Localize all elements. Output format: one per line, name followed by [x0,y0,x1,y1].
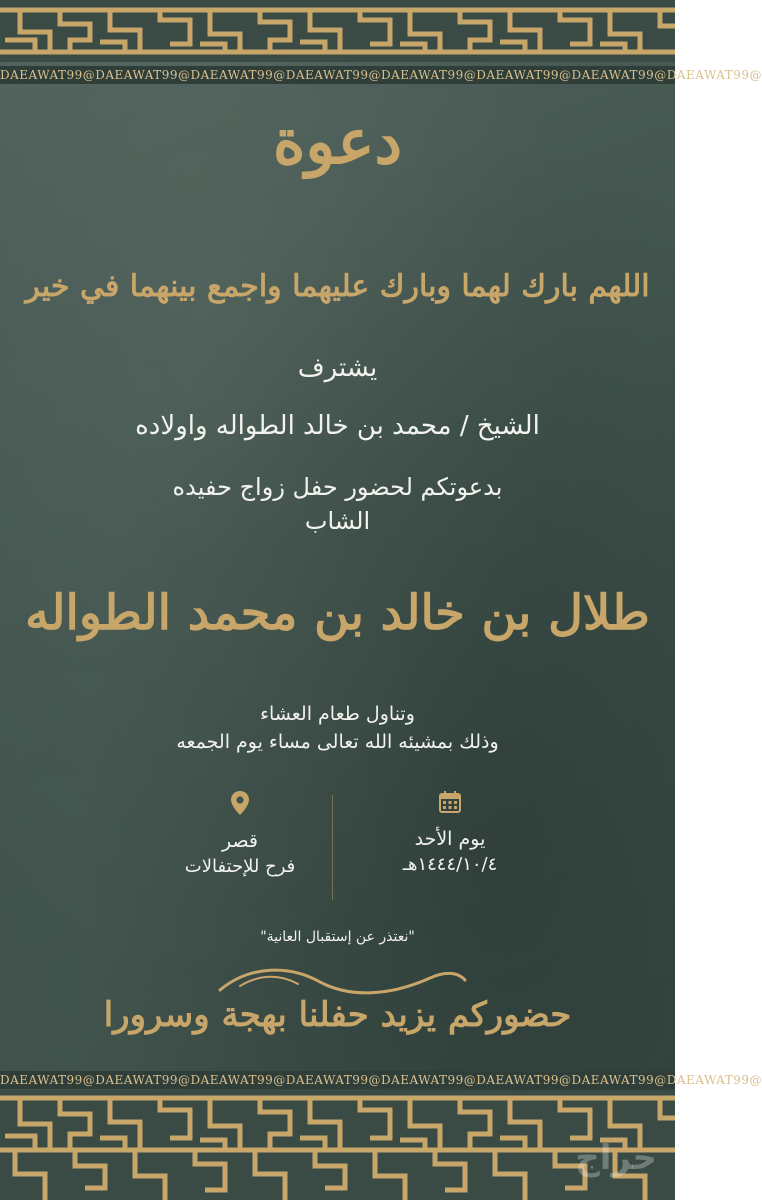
date-info [350,790,550,878]
excuse-note: "نعتذر عن إستقبال العانية" [260,929,415,945]
top-ornament-band [0,0,675,62]
invite-line-2: الشاب [304,507,371,535]
event-date: ١٤٤٤/١٠/٤هـ [402,854,498,875]
venue-type: قصر [221,830,259,852]
location-pin-icon [140,790,340,820]
invite-text [0,470,675,538]
bottom-banner-strip: DAEAWAT99@DAEAWAT99@DAEAWAT99@DAEAWAT99@DAEAWAT99@DAEAWAT99@DAEAWAT99@DAEAWAT99@ [0,1073,762,1087]
groom-name: طلال بن خالد بن محمد الطواله [25,585,650,641]
venue-name: فرح للإحتفالات [184,856,296,877]
blessing-calligraphy: اللهم بارك لهما وبارك عليهما واجمع بينهما في خير [25,269,650,304]
closing-calligraphy: حضوركم يزيد حفلنا بهجة وسرورا [103,995,572,1035]
top-banner-strip: DAEAWAT99@DAEAWAT99@DAEAWAT99@DAEAWAT99@DAEAWAT99@DAEAWAT99@DAEAWAT99@DAEAWAT99@ [0,68,762,82]
invite-line-1: بدعوتكم لحضور حفل زواج حفيده [172,473,503,501]
info-divider [332,795,333,900]
event-day: يوم الأحد [414,828,486,850]
dinner-line-2: وذلك بمشيئه الله تعالى مساء يوم الجمعه [176,731,499,753]
watermark-logo: حراج [575,1138,657,1178]
host-name: الشيخ / محمد بن خالد الطواله واولاده [135,411,540,441]
calendar-icon [350,790,550,818]
venue-info [140,790,340,880]
invitation-title: دعوة [272,105,403,178]
honor-text: يشترف [297,353,378,383]
dinner-line-1: وتناول طعام العشاء [260,703,415,725]
dinner-text [0,700,675,756]
bottom-ornament-band [0,1090,675,1200]
